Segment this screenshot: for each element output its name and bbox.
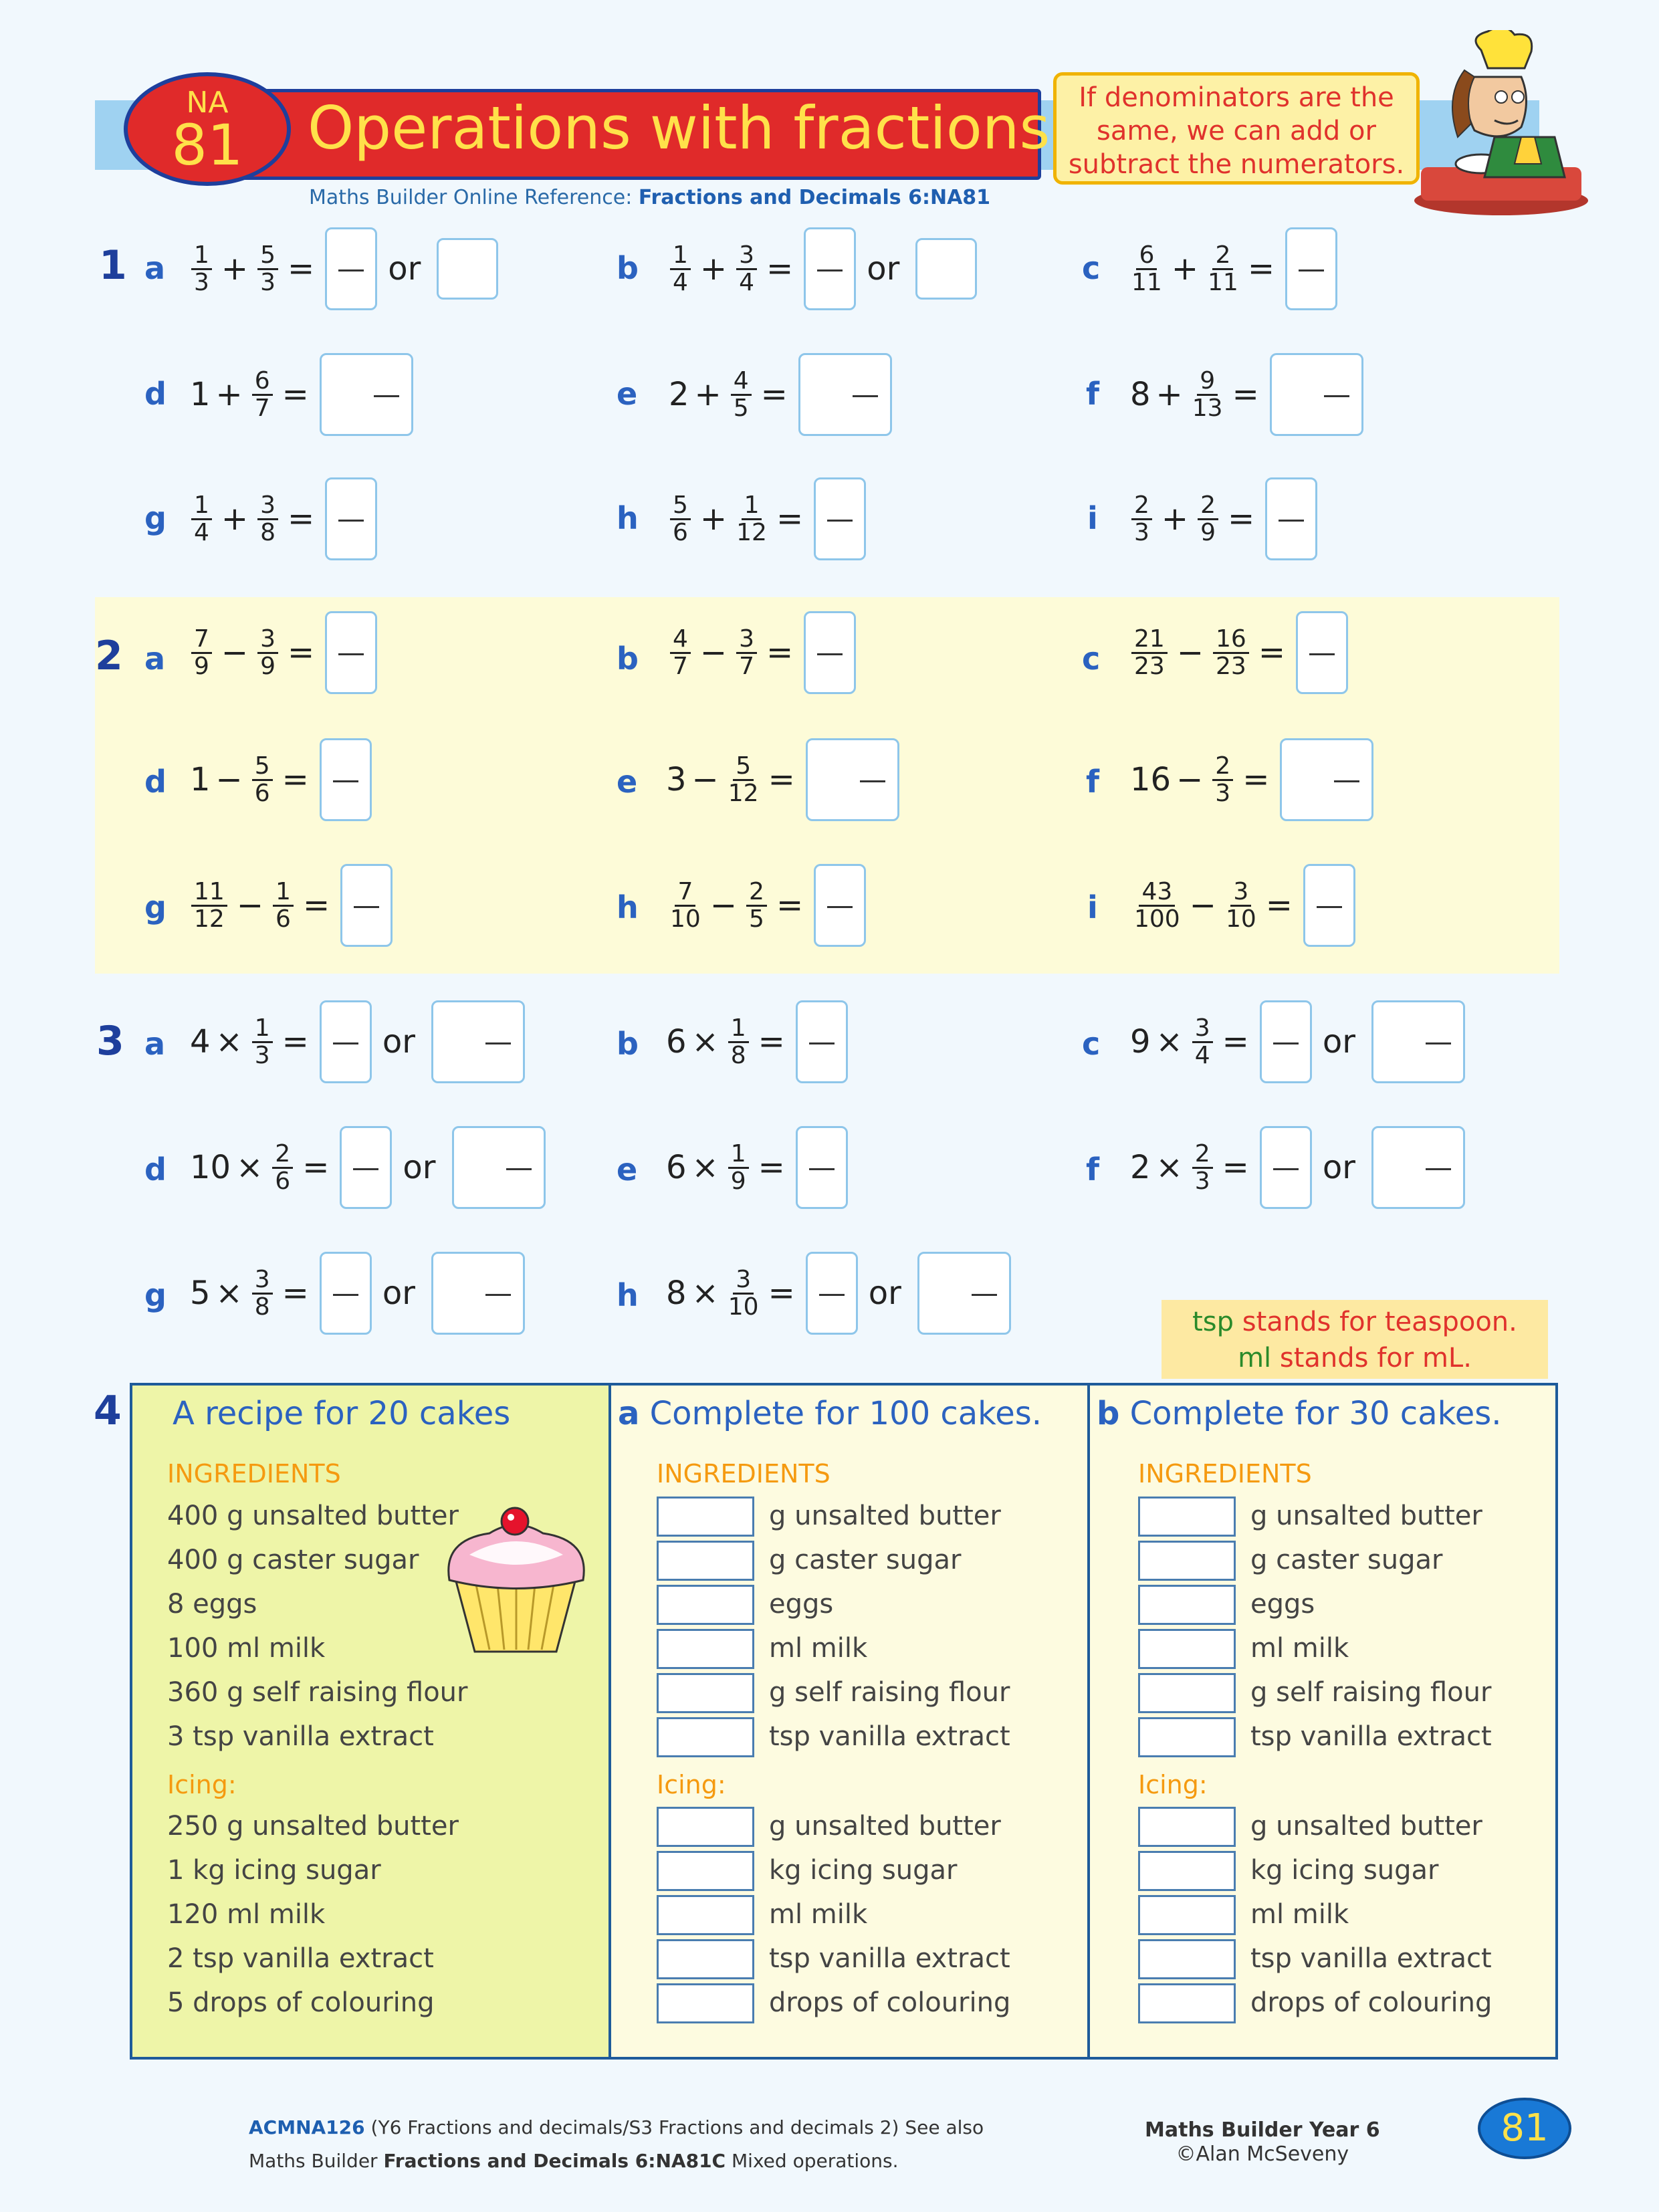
exercise-3a: 4 × $\frac{1}{3}$ = or [190, 1000, 525, 1083]
recipe-item: 5 drops of colouring [167, 1987, 435, 2018]
exercise-2h: 7 10 − $\frac{2}{5}$ = [666, 864, 866, 947]
quantity-input[interactable] [657, 1983, 754, 2023]
part-label: f [1086, 1151, 1100, 1188]
exercise-2i: 43 100 − $\frac{3}{10}$ = [1130, 864, 1355, 947]
answer-box-mixed[interactable] [1270, 353, 1363, 436]
recipe-title: A recipe for 20 cakes [173, 1395, 511, 1432]
answer-box[interactable] [814, 477, 866, 560]
question-number: 2 [95, 633, 123, 679]
part-label: b [617, 1026, 639, 1062]
or-text: or [388, 250, 421, 288]
ml-text: stands for mL. [1279, 1343, 1472, 1373]
part-label: h [617, 1277, 639, 1313]
unit-label: g caster sugar [1250, 1545, 1443, 1575]
unit-label: g self raising flour [769, 1677, 1010, 1708]
exercise-2c: 21 23 − $\frac{16}{23}$ = [1127, 611, 1348, 694]
unit-label: g unsalted butter [769, 1811, 1001, 1842]
unit-label: eggs [769, 1589, 834, 1620]
footer-line: (Y6 Fractions and decimals/S3 Fractions and decimals 2) See also [370, 2116, 984, 2138]
question-number: 3 [96, 1018, 124, 1065]
or-text: or [1322, 1023, 1355, 1061]
tsp-abbr: tsp [1192, 1307, 1234, 1337]
or-text: or [382, 1275, 415, 1312]
footer-line: Maths Builder [249, 2150, 378, 2172]
exercise-1e: 2 + $\frac{4}{5}$ = [669, 353, 892, 436]
part-label: h [617, 500, 639, 536]
footer-link[interactable]: Fractions and Decimals 6:NA81C [383, 2150, 726, 2172]
quantity-input[interactable] [1138, 1717, 1236, 1757]
answer-box[interactable] [804, 611, 856, 694]
part-label: d [144, 1151, 167, 1188]
exercise-2g: 11 12 − $\frac{1}{6}$ = [187, 864, 393, 947]
recipe-item: 120 ml milk [167, 1899, 326, 1930]
answer-box[interactable] [1260, 1126, 1312, 1209]
unit-label: ml milk [769, 1899, 868, 1930]
part-label: a [144, 1026, 166, 1062]
answer-box[interactable] [814, 864, 866, 947]
answer-box[interactable] [340, 1126, 392, 1209]
unit-label: drops of colouring [769, 1987, 1011, 2018]
part-label: e [617, 1151, 638, 1188]
answer-box-mixed[interactable] [1371, 1000, 1465, 1083]
or-text: or [382, 1023, 415, 1061]
column-a [609, 1386, 1090, 2057]
badge-code: NA [186, 86, 229, 120]
unit-label: g unsalted butter [1250, 1501, 1482, 1531]
answer-box[interactable] [1303, 864, 1355, 947]
unit-label: g unsalted butter [769, 1501, 1001, 1531]
part-label: b [617, 250, 639, 286]
answer-box[interactable] [325, 227, 377, 310]
recipe-item: 1 kg icing sugar [167, 1855, 381, 1886]
exercise-1d: 1 + $\frac{6}{7}$ = [190, 353, 413, 436]
unit-label: drops of colouring [1250, 1987, 1492, 2018]
answer-box[interactable] [340, 864, 393, 947]
tip-line: subtract the numerators. [1068, 149, 1405, 180]
quantity-input[interactable] [1138, 1541, 1236, 1581]
part-label: f [1086, 764, 1100, 800]
answer-box[interactable] [1260, 1000, 1312, 1083]
answer-box-mixed[interactable] [452, 1126, 546, 1209]
part-label: c [1082, 641, 1101, 677]
exercise-2a: 7 9 − $\frac{3}{9}$ = [187, 611, 377, 694]
answer-box[interactable] [1296, 611, 1348, 694]
quantity-input[interactable] [657, 1629, 754, 1669]
recipe-column [132, 1386, 611, 2057]
ingredients-heading: INGREDIENTS [657, 1459, 831, 1488]
unit-label: ml milk [1250, 1899, 1349, 1930]
exercise-1h: 5 6 + $\frac{1}{12}$ = [666, 477, 866, 560]
exercise-3h: 8 × $\frac{3}{10}$ = or [666, 1252, 1011, 1335]
exercise-3g: 5 × $\frac{3}{8}$ = or [190, 1252, 525, 1335]
part-label: d [144, 376, 167, 412]
fraction: 1 3 [191, 243, 212, 296]
part-label: a [144, 250, 166, 286]
exercise-1g: 1 4 + $\frac{3}{8}$ = [187, 477, 377, 560]
quantity-input[interactable] [1138, 1851, 1236, 1891]
icing-heading: Icing: [1138, 1770, 1208, 1799]
answer-box[interactable] [325, 611, 377, 694]
quantity-input[interactable] [657, 1585, 754, 1625]
exercise-1b: 1 4 + $\frac{3}{4}$ = or [666, 227, 977, 310]
answer-box-mixed[interactable] [798, 353, 892, 436]
recipe-item: 400 g caster sugar [167, 1545, 419, 1575]
unit-badge [124, 72, 291, 186]
or-text: or [867, 250, 900, 288]
or-text: or [1322, 1149, 1355, 1186]
page-title: Operations with fractions [308, 94, 1050, 162]
part-label: g [144, 500, 167, 536]
curriculum-code: ACMNA126 [249, 2116, 365, 2138]
unit-label: tsp vanilla extract [1250, 1943, 1492, 1974]
icing-heading: Icing: [167, 1770, 237, 1799]
quantity-input[interactable] [657, 1851, 754, 1891]
page-number: 81 [1478, 2098, 1571, 2159]
footer-book [1145, 2118, 1380, 2167]
recipe-table [130, 1383, 1558, 2060]
part-label: f [1086, 376, 1100, 412]
recipe-item: 360 g self raising flour [167, 1677, 468, 1708]
online-reference [309, 186, 990, 209]
unit-label: g self raising flour [1250, 1677, 1492, 1708]
answer-box[interactable] [320, 1252, 372, 1335]
ml-abbr: ml [1238, 1343, 1272, 1373]
quantity-input[interactable] [1138, 1673, 1236, 1713]
part-label: g [144, 889, 167, 925]
recipe-item: 100 ml milk [167, 1633, 326, 1664]
recipe-item: 2 tsp vanilla extract [167, 1943, 434, 1974]
unit-label: tsp vanilla extract [769, 1943, 1010, 1974]
answer-box-mixed[interactable] [431, 1252, 525, 1335]
answer-box[interactable] [325, 477, 377, 560]
unit-label: tsp vanilla extract [769, 1721, 1010, 1752]
answer-box-mixed[interactable] [320, 353, 413, 436]
answer-box-mixed[interactable] [917, 1252, 1011, 1335]
quantity-input[interactable] [1138, 1895, 1236, 1935]
unit-label: g caster sugar [769, 1545, 962, 1575]
recipe-item: 400 g unsalted butter [167, 1501, 459, 1531]
part-label: c [1082, 1026, 1101, 1062]
unit-label: eggs [1250, 1589, 1315, 1620]
part-label: a [144, 641, 166, 677]
quantity-input[interactable] [657, 1807, 754, 1847]
quantity-input[interactable] [1138, 1497, 1236, 1537]
exercise-3b: 6 × $\frac{1}{8}$ = [666, 1000, 848, 1083]
quantity-input[interactable] [1138, 1807, 1236, 1847]
part-label: d [144, 764, 167, 800]
exercise-1c: 6 11 + $\frac{2}{11}$ = [1127, 227, 1337, 310]
unit-label: kg icing sugar [1250, 1855, 1439, 1886]
part-label: e [617, 376, 638, 412]
quantity-input[interactable] [1138, 1585, 1236, 1625]
exercise-2e: 3 − $\frac{5}{12}$ = [666, 738, 899, 821]
column-b-heading: b Complete for 30 cakes. [1097, 1395, 1502, 1432]
column-b [1090, 1386, 1558, 2057]
reference-link[interactable]: Fractions and Decimals 6:NA81 [638, 186, 991, 209]
badge-number: 81 [171, 112, 243, 178]
recipe-item: 8 eggs [167, 1589, 257, 1620]
footer-curriculum [249, 2111, 984, 2178]
exercise-3d: 10 × $\frac{2}{6}$ = or [190, 1126, 546, 1209]
unit-label: g unsalted butter [1250, 1811, 1482, 1842]
answer-box[interactable] [804, 227, 856, 310]
quantity-input[interactable] [1138, 1939, 1236, 1979]
ingredients-heading: INGREDIENTS [1138, 1459, 1312, 1488]
answer-box[interactable] [796, 1000, 848, 1083]
quantity-input[interactable] [1138, 1983, 1236, 2023]
answer-box-whole[interactable] [915, 238, 977, 300]
fraction: $\frac{5}{3}$ [257, 243, 278, 296]
reference-prefix: Maths Builder Online Reference: [309, 186, 633, 209]
unit-label: kg icing sugar [769, 1855, 958, 1886]
part-label: i [1087, 889, 1098, 925]
exercise-1i: 2 3 + $\frac{2}{9}$ = [1127, 477, 1317, 560]
recipe-item: 250 g unsalted butter [167, 1811, 459, 1842]
answer-box-mixed[interactable] [1371, 1126, 1465, 1209]
answer-box[interactable] [320, 738, 372, 821]
answer-box[interactable] [320, 1000, 372, 1083]
quantity-input[interactable] [657, 1541, 754, 1581]
answer-box[interactable] [1285, 227, 1337, 310]
quantity-input[interactable] [1138, 1629, 1236, 1669]
answer-box-mixed[interactable] [806, 738, 899, 821]
book-title: Maths Builder Year 6 [1145, 2118, 1380, 2142]
exercise-3f: 2 × $\frac{2}{3}$ = or [1130, 1126, 1465, 1209]
ingredients-heading: INGREDIENTS [167, 1459, 341, 1488]
answer-box-whole[interactable] [437, 238, 498, 300]
unit-label: tsp vanilla extract [1250, 1721, 1492, 1752]
quantity-input[interactable] [657, 1939, 754, 1979]
answer-box-mixed[interactable] [1280, 738, 1373, 821]
exercise-2b: 4 7 − $\frac{3}{7}$ = [666, 611, 856, 694]
answer-box[interactable] [806, 1252, 858, 1335]
exercise-1f: 8 + $\frac{9}{13}$ = [1130, 353, 1363, 436]
exercise-3c: 9 × $\frac{3}{4}$ = or [1130, 1000, 1465, 1083]
tip-box [1053, 72, 1420, 185]
exercise-1a: 1 3 + $\frac{5}{3}$ = or [187, 227, 498, 310]
exercise-3e: 6 × $\frac{1}{9}$ = [666, 1126, 848, 1209]
quantity-input[interactable] [657, 1895, 754, 1935]
quantity-input[interactable] [657, 1673, 754, 1713]
icing-heading: Icing: [657, 1770, 726, 1799]
tip-line: If denominators are the [1079, 82, 1394, 113]
copyright: ©Alan McSeveny [1176, 2142, 1349, 2166]
recipe-item: 3 tsp vanilla extract [167, 1721, 434, 1752]
footer-line: Mixed operations. [732, 2150, 899, 2172]
or-text: or [868, 1275, 901, 1312]
part-label: b [617, 641, 639, 677]
quantity-input[interactable] [657, 1497, 754, 1537]
quantity-input[interactable] [657, 1717, 754, 1757]
part-label: g [144, 1277, 167, 1313]
chef-cartoon-icon [1401, 30, 1595, 221]
part-label: h [617, 889, 639, 925]
tsp-text: stands for teaspoon. [1242, 1307, 1517, 1337]
cupcake-icon [443, 1501, 588, 1655]
answer-box-mixed[interactable] [431, 1000, 525, 1083]
exercise-2d: 1 − $\frac{5}{6}$ = [190, 738, 372, 821]
exercise-2f: 16 − $\frac{2}{3}$ = [1130, 738, 1373, 821]
question-number: 4 [94, 1388, 122, 1434]
part-label: e [617, 764, 638, 800]
answer-box[interactable] [1265, 477, 1317, 560]
unit-label: ml milk [1250, 1633, 1349, 1664]
abbreviation-note [1162, 1300, 1548, 1379]
column-a-heading: a Complete for 100 cakes. [618, 1395, 1042, 1432]
part-label: i [1087, 500, 1098, 536]
tip-line: same, we can add or [1097, 116, 1376, 146]
part-label: c [1082, 250, 1101, 286]
question-number: 1 [99, 242, 127, 289]
answer-box[interactable] [796, 1126, 848, 1209]
or-text: or [403, 1149, 436, 1186]
unit-label: ml milk [769, 1633, 868, 1664]
